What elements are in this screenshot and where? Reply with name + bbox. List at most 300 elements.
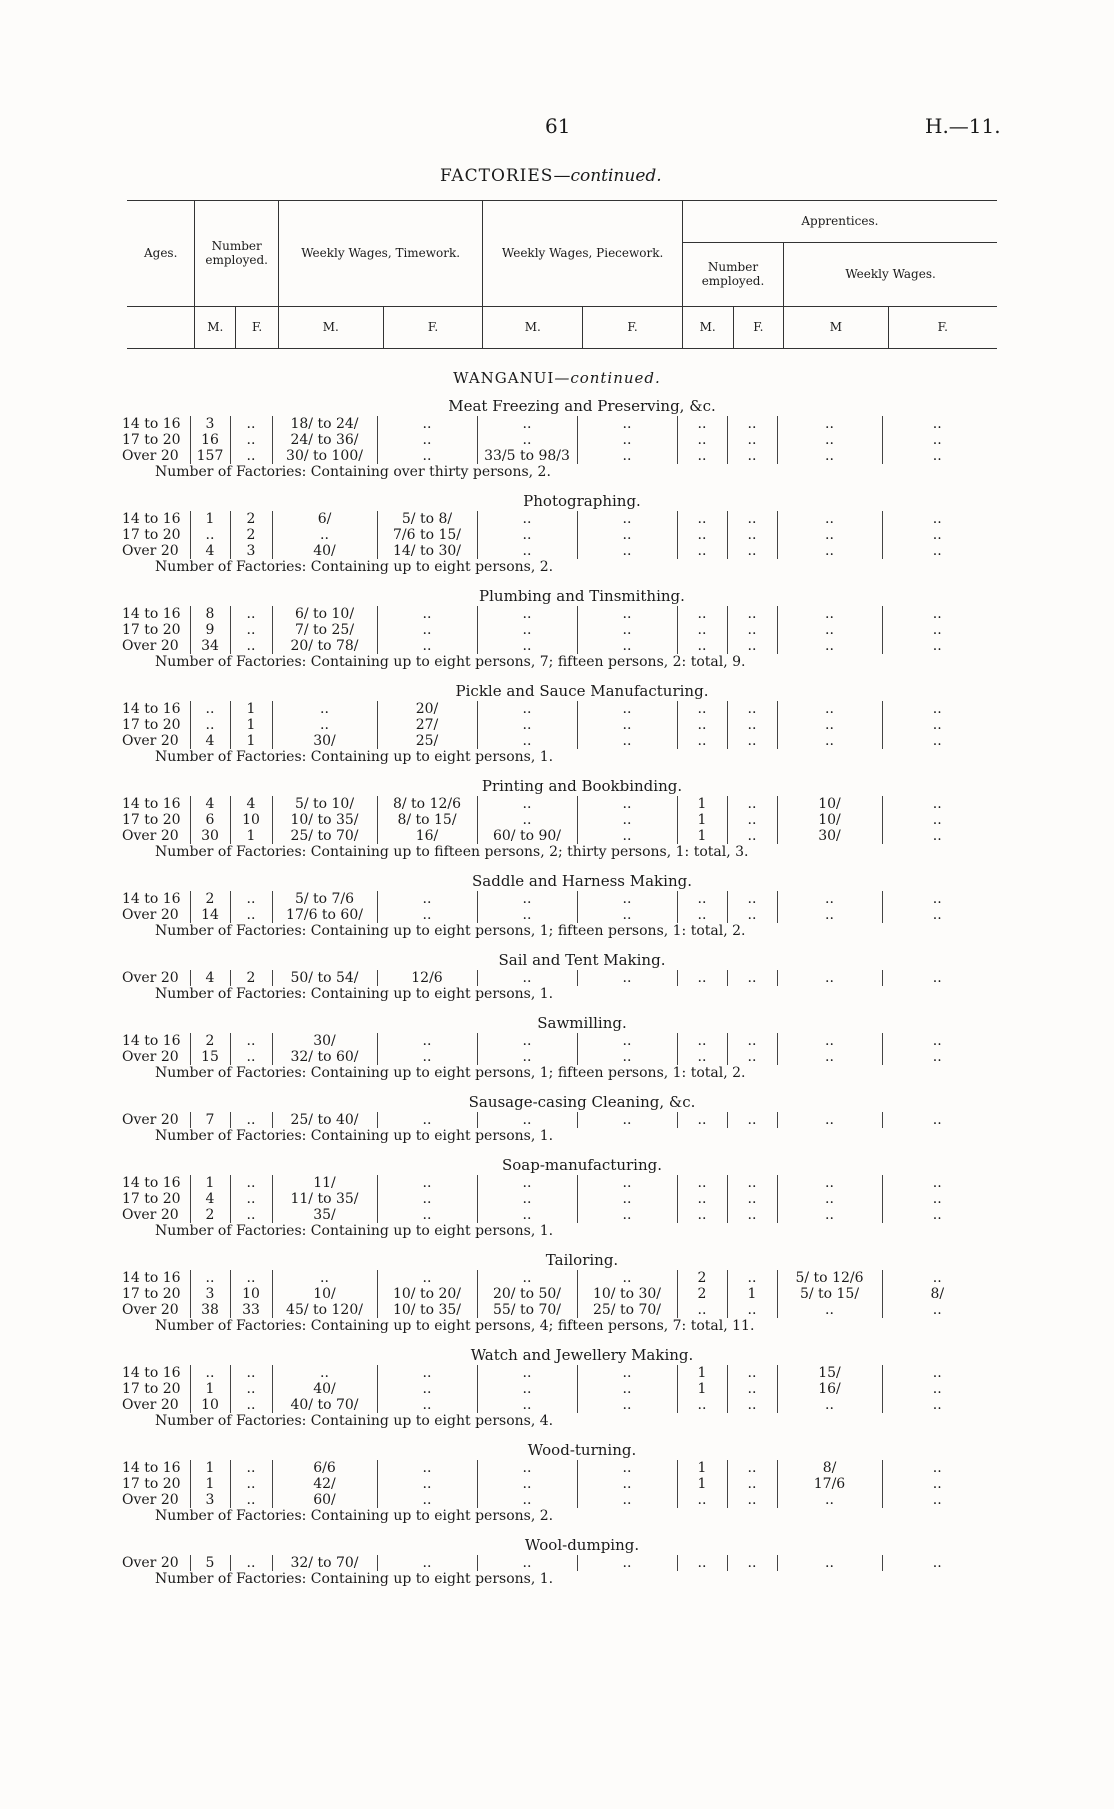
app-emp-f-cell: .. bbox=[727, 891, 777, 907]
table-row bbox=[122, 1302, 992, 1318]
app-wage-m-cell: .. bbox=[777, 416, 882, 432]
app-emp-m-cell: .. bbox=[677, 543, 727, 559]
app-emp-m-cell: .. bbox=[677, 1555, 727, 1571]
time-m-cell: 7/ to 25/ bbox=[272, 622, 377, 638]
piece-f-cell: .. bbox=[577, 796, 677, 812]
age-cell: 17 to 20 bbox=[122, 1191, 181, 1207]
piece-f-header: F. bbox=[583, 306, 683, 348]
app-emp-f-cell: .. bbox=[727, 1492, 777, 1508]
app-wage-f-cell: .. bbox=[882, 1270, 992, 1286]
time-m-cell: .. bbox=[272, 527, 377, 543]
table-row bbox=[122, 606, 992, 622]
industry-group bbox=[0, 871, 1114, 940]
age-cell: Over 20 bbox=[122, 1302, 179, 1318]
emp-m-cell: 2 bbox=[190, 1033, 230, 1049]
time-m-cell: 42/ bbox=[272, 1476, 377, 1492]
industry-group bbox=[0, 396, 1114, 481]
emp-f-cell: 2 bbox=[230, 970, 272, 986]
industry-group bbox=[0, 1013, 1114, 1082]
emp-m-cell: 34 bbox=[190, 638, 230, 654]
app-wage-m-cell: .. bbox=[777, 1397, 882, 1413]
app-emp-f-cell: .. bbox=[727, 1175, 777, 1191]
table-row bbox=[122, 1381, 992, 1397]
emp-m-cell: 9 bbox=[190, 622, 230, 638]
piece-f-cell: .. bbox=[577, 416, 677, 432]
age-cell: 17 to 20 bbox=[122, 1286, 181, 1302]
app-emp-m-cell: .. bbox=[677, 701, 727, 717]
age-cell: 14 to 16 bbox=[122, 1365, 181, 1381]
emp-m-cell: .. bbox=[190, 701, 230, 717]
table-row bbox=[122, 1191, 992, 1207]
time-f-cell: 14/ to 30/ bbox=[377, 543, 477, 559]
time-f-cell: 10/ to 20/ bbox=[377, 1286, 477, 1302]
emp-f-cell: 4 bbox=[230, 796, 272, 812]
piece-f-cell: .. bbox=[577, 1033, 677, 1049]
piece-f-cell: .. bbox=[577, 1365, 677, 1381]
piece-f-cell: .. bbox=[577, 812, 677, 828]
age-cell: Over 20 bbox=[122, 1555, 179, 1571]
piece-f-cell: .. bbox=[577, 1207, 677, 1223]
app-wage-f-cell: .. bbox=[882, 701, 992, 717]
app-emp-f-cell: .. bbox=[727, 970, 777, 986]
piece-m-cell: 55/ to 70/ bbox=[477, 1302, 577, 1318]
ages-sub-blank bbox=[127, 306, 195, 348]
emp-m-cell: 8 bbox=[190, 606, 230, 622]
table-row bbox=[122, 796, 992, 812]
factories-note: Number of Factories: Containing up to eight persons, 7; fifteen persons, 2: total, 9. bbox=[155, 654, 746, 670]
factories-note: Number of Factories: Containing up to eight persons, 1. bbox=[155, 1223, 554, 1239]
app-emp-f-cell: .. bbox=[727, 432, 777, 448]
app-emp-m-cell: .. bbox=[677, 1397, 727, 1413]
age-cell: 17 to 20 bbox=[122, 1476, 181, 1492]
app-wage-m-cell: 8/ bbox=[777, 1460, 882, 1476]
industry-table bbox=[122, 1555, 992, 1571]
emp-m-cell: 4 bbox=[190, 543, 230, 559]
app-emp-m-cell: .. bbox=[677, 622, 727, 638]
time-m-cell: .. bbox=[272, 1270, 377, 1286]
emp-f-cell: 3 bbox=[230, 543, 272, 559]
age-cell: 14 to 16 bbox=[122, 1460, 181, 1476]
app-wage-m-cell: 30/ bbox=[777, 828, 882, 844]
age-cell: 14 to 16 bbox=[122, 701, 181, 717]
app-emp-m-cell: .. bbox=[677, 527, 727, 543]
table-row bbox=[122, 717, 992, 733]
age-cell: 14 to 16 bbox=[122, 416, 181, 432]
age-cell: 14 to 16 bbox=[122, 796, 181, 812]
time-f-cell: 8/ to 15/ bbox=[377, 812, 477, 828]
app-emp-f-cell: .. bbox=[727, 1365, 777, 1381]
time-f-cell: .. bbox=[377, 638, 477, 654]
app-emp-m-cell: 1 bbox=[677, 1460, 727, 1476]
age-cell: 14 to 16 bbox=[122, 511, 181, 527]
app-wage-f-cell: .. bbox=[882, 416, 992, 432]
emp-f-cell: .. bbox=[230, 1365, 272, 1381]
piece-f-cell: .. bbox=[577, 1049, 677, 1065]
piece-m-cell: .. bbox=[477, 1175, 577, 1191]
app-emp-m-cell: .. bbox=[677, 1049, 727, 1065]
table-row bbox=[122, 511, 992, 527]
industry-table bbox=[122, 1270, 992, 1318]
app-emp-f-cell: .. bbox=[727, 606, 777, 622]
age-cell: Over 20 bbox=[122, 907, 179, 923]
piece-m-cell: .. bbox=[477, 1112, 577, 1128]
time-f-cell: .. bbox=[377, 1381, 477, 1397]
app-emp-f-cell: .. bbox=[727, 907, 777, 923]
time-f-cell: 25/ bbox=[377, 733, 477, 749]
app-emp-m-header: M. bbox=[682, 306, 733, 348]
time-f-cell: .. bbox=[377, 432, 477, 448]
app-emp-f-cell: .. bbox=[727, 733, 777, 749]
piece-m-cell: .. bbox=[477, 717, 577, 733]
time-f-cell: .. bbox=[377, 1397, 477, 1413]
app-wage-m-cell: .. bbox=[777, 1175, 882, 1191]
app-emp-f-cell: .. bbox=[727, 622, 777, 638]
emp-m-header: M. bbox=[195, 306, 236, 348]
table-row bbox=[122, 432, 992, 448]
piece-m-cell: .. bbox=[477, 1476, 577, 1492]
industry-table bbox=[122, 511, 992, 559]
app-wage-m-cell: .. bbox=[777, 543, 882, 559]
emp-f-cell: 1 bbox=[230, 733, 272, 749]
piece-f-cell: .. bbox=[577, 622, 677, 638]
emp-m-cell: 30 bbox=[190, 828, 230, 844]
time-m-cell: 17/6 to 60/ bbox=[272, 907, 377, 923]
emp-m-cell: 3 bbox=[190, 1286, 230, 1302]
app-wage-m-cell: .. bbox=[777, 511, 882, 527]
app-wage-f-cell: .. bbox=[882, 1033, 992, 1049]
app-wage-m-cell: 10/ bbox=[777, 796, 882, 812]
app-wage-m-cell: .. bbox=[777, 638, 882, 654]
time-f-cell: .. bbox=[377, 1476, 477, 1492]
age-cell: Over 20 bbox=[122, 1492, 179, 1508]
app-wage-m-cell: .. bbox=[777, 432, 882, 448]
app-emp-f-cell: .. bbox=[727, 1302, 777, 1318]
emp-m-cell: 1 bbox=[190, 1381, 230, 1397]
emp-f-cell: .. bbox=[230, 907, 272, 923]
table-row bbox=[122, 812, 992, 828]
page-code: H.—11. bbox=[925, 114, 1001, 138]
age-cell: Over 20 bbox=[122, 970, 179, 986]
table-row bbox=[122, 1207, 992, 1223]
app-emp-f-cell: .. bbox=[727, 416, 777, 432]
app-emp-f-cell: .. bbox=[727, 1049, 777, 1065]
emp-f-cell: .. bbox=[230, 1270, 272, 1286]
piece-m-cell: .. bbox=[477, 1492, 577, 1508]
emp-f-cell: .. bbox=[230, 1476, 272, 1492]
emp-m-cell: 7 bbox=[190, 1112, 230, 1128]
emp-f-cell: .. bbox=[230, 432, 272, 448]
app-emp-f-cell: .. bbox=[727, 1397, 777, 1413]
app-wage-f-cell: .. bbox=[882, 796, 992, 812]
table-row bbox=[122, 448, 992, 464]
table-row bbox=[122, 1397, 992, 1413]
app-wage-m-cell: .. bbox=[777, 1492, 882, 1508]
emp-f-cell: 2 bbox=[230, 511, 272, 527]
app-emp-m-cell: .. bbox=[677, 970, 727, 986]
industry-table bbox=[122, 1112, 992, 1128]
age-cell: 14 to 16 bbox=[122, 1033, 181, 1049]
industry-group bbox=[0, 1345, 1114, 1430]
piece-f-cell: .. bbox=[577, 1112, 677, 1128]
industry-title: Plumbing and Tinsmithing. bbox=[479, 587, 685, 605]
app-wage-m-cell: 10/ bbox=[777, 812, 882, 828]
app-wage-m-cell: .. bbox=[777, 717, 882, 733]
app-emp-m-cell: .. bbox=[677, 1112, 727, 1128]
factories-note: Number of Factories: Containing up to eight persons, 4; fifteen persons, 7: total, 11. bbox=[155, 1318, 755, 1334]
piece-m-cell: .. bbox=[477, 1033, 577, 1049]
app-wage-f-cell: .. bbox=[882, 606, 992, 622]
time-m-cell: .. bbox=[272, 1365, 377, 1381]
factories-note: Number of Factories: Containing up to eight persons, 1. bbox=[155, 986, 554, 1002]
time-f-header: F. bbox=[383, 306, 483, 348]
table-row bbox=[122, 1555, 992, 1571]
time-m-cell: 40/ bbox=[272, 1381, 377, 1397]
app-emp-m-cell: .. bbox=[677, 606, 727, 622]
time-m-cell: 32/ to 70/ bbox=[272, 1555, 377, 1571]
app-wage-m-cell: .. bbox=[777, 606, 882, 622]
industry-table bbox=[122, 891, 992, 923]
emp-f-cell: .. bbox=[230, 448, 272, 464]
piece-m-cell: 20/ to 50/ bbox=[477, 1286, 577, 1302]
time-f-cell: .. bbox=[377, 1112, 477, 1128]
time-f-cell: .. bbox=[377, 606, 477, 622]
table-row bbox=[122, 1460, 992, 1476]
industry-title: Sawmilling. bbox=[537, 1014, 627, 1032]
app-emp-f-header: F. bbox=[733, 306, 784, 348]
time-f-cell: 12/6 bbox=[377, 970, 477, 986]
app-wage-f-cell: .. bbox=[882, 970, 992, 986]
app-emp-m-cell: .. bbox=[677, 907, 727, 923]
industry-group bbox=[0, 1092, 1114, 1145]
table-row bbox=[122, 1270, 992, 1286]
app-emp-m-cell: .. bbox=[677, 1492, 727, 1508]
industry-group bbox=[0, 491, 1114, 576]
app-wage-f-cell: .. bbox=[882, 622, 992, 638]
industry-group bbox=[0, 1535, 1114, 1588]
time-m-cell: 40/ bbox=[272, 543, 377, 559]
column-header bbox=[127, 200, 997, 349]
industry-group bbox=[0, 950, 1114, 1003]
piece-m-cell: .. bbox=[477, 1381, 577, 1397]
piece-f-cell: .. bbox=[577, 448, 677, 464]
age-cell: Over 20 bbox=[122, 448, 179, 464]
piece-m-cell: .. bbox=[477, 812, 577, 828]
industry-table bbox=[122, 701, 992, 749]
time-f-cell: .. bbox=[377, 1555, 477, 1571]
app-emp-f-cell: .. bbox=[727, 448, 777, 464]
industry-title: Meat Freezing and Preserving, &c. bbox=[448, 397, 716, 415]
emp-f-cell: 1 bbox=[230, 701, 272, 717]
section-suffix: —continued. bbox=[554, 369, 661, 387]
app-wage-f-cell: .. bbox=[882, 717, 992, 733]
piece-m-cell: .. bbox=[477, 432, 577, 448]
industry-table bbox=[122, 1460, 992, 1508]
industry-title: Pickle and Sauce Manufacturing. bbox=[455, 682, 709, 700]
piece-m-cell: .. bbox=[477, 638, 577, 654]
time-m-cell: 35/ bbox=[272, 1207, 377, 1223]
apprentices-header: Apprentices. bbox=[682, 200, 997, 242]
emp-f-cell: .. bbox=[230, 1460, 272, 1476]
piece-m-cell: .. bbox=[477, 1555, 577, 1571]
piece-m-cell: .. bbox=[477, 1460, 577, 1476]
app-emp-m-cell: 1 bbox=[677, 796, 727, 812]
piece-f-cell: .. bbox=[577, 907, 677, 923]
piece-f-cell: .. bbox=[577, 1397, 677, 1413]
industry-group bbox=[0, 586, 1114, 671]
app-emp-m-cell: 2 bbox=[677, 1270, 727, 1286]
time-m-cell: 11/ bbox=[272, 1175, 377, 1191]
time-m-cell: 5/ to 7/6 bbox=[272, 891, 377, 907]
emp-m-cell: 38 bbox=[190, 1302, 230, 1318]
time-m-cell: 32/ to 60/ bbox=[272, 1049, 377, 1065]
app-wage-m-cell: 5/ to 12/6 bbox=[777, 1270, 882, 1286]
page-title-main: FACTORIES bbox=[440, 166, 554, 186]
app-wage-m-cell: .. bbox=[777, 1033, 882, 1049]
industry-group bbox=[0, 681, 1114, 766]
emp-m-cell: 2 bbox=[190, 1207, 230, 1223]
app-wage-m-cell: .. bbox=[777, 1302, 882, 1318]
app-wage-m-cell: .. bbox=[777, 891, 882, 907]
app-wage-f-cell: .. bbox=[882, 907, 992, 923]
time-f-cell: .. bbox=[377, 416, 477, 432]
age-cell: 14 to 16 bbox=[122, 1175, 181, 1191]
piece-f-cell: .. bbox=[577, 1270, 677, 1286]
industry-group bbox=[0, 1250, 1114, 1335]
industry-table bbox=[122, 1175, 992, 1223]
app-emp-m-cell: .. bbox=[677, 448, 727, 464]
app-emp-f-cell: .. bbox=[727, 543, 777, 559]
factories-note: Number of Factories: Containing up to eight persons, 1. bbox=[155, 749, 554, 765]
app-emp-f-cell: .. bbox=[727, 1555, 777, 1571]
app-wage-m-cell: .. bbox=[777, 1191, 882, 1207]
industry-group bbox=[0, 1440, 1114, 1525]
piece-m-cell: .. bbox=[477, 907, 577, 923]
age-cell: 17 to 20 bbox=[122, 717, 181, 733]
app-wage-m-cell: .. bbox=[777, 1207, 882, 1223]
app-emp-f-cell: .. bbox=[727, 1476, 777, 1492]
app-emp-m-cell: .. bbox=[677, 891, 727, 907]
time-f-cell: .. bbox=[377, 1033, 477, 1049]
app-emp-f-cell: .. bbox=[727, 527, 777, 543]
piece-m-cell: .. bbox=[477, 1397, 577, 1413]
app-wage-m-header: M bbox=[784, 306, 888, 348]
app-wage-f-cell: .. bbox=[882, 1397, 992, 1413]
app-wage-f-cell: .. bbox=[882, 543, 992, 559]
piece-f-cell: .. bbox=[577, 527, 677, 543]
app-emp-m-cell: .. bbox=[677, 717, 727, 733]
age-cell: 17 to 20 bbox=[122, 1381, 181, 1397]
section-name: WANGANUI bbox=[453, 369, 555, 387]
piece-m-header: M. bbox=[483, 306, 583, 348]
time-m-cell: 11/ to 35/ bbox=[272, 1191, 377, 1207]
piece-f-cell: .. bbox=[577, 1381, 677, 1397]
piece-m-cell: .. bbox=[477, 1049, 577, 1065]
app-emp-m-cell: .. bbox=[677, 416, 727, 432]
app-wage-f-cell: .. bbox=[882, 1175, 992, 1191]
factories-note: Number of Factories: Containing up to eight persons, 4. bbox=[155, 1413, 554, 1429]
emp-m-cell: 4 bbox=[190, 1191, 230, 1207]
emp-f-cell: .. bbox=[230, 606, 272, 622]
table-row bbox=[122, 527, 992, 543]
app-wage-f-cell: .. bbox=[882, 448, 992, 464]
emp-f-cell: .. bbox=[230, 1397, 272, 1413]
app-emp-m-cell: .. bbox=[677, 1207, 727, 1223]
factories-note: Number of Factories: Containing up to eight persons, 1; fifteen persons, 1: total, 2. bbox=[155, 923, 746, 939]
app-emp-m-cell: .. bbox=[677, 1302, 727, 1318]
emp-m-cell: 3 bbox=[190, 416, 230, 432]
app-number-employed-header: Number employed. bbox=[682, 242, 783, 306]
app-emp-m-cell: 1 bbox=[677, 812, 727, 828]
age-cell: 17 to 20 bbox=[122, 527, 181, 543]
app-wage-f-cell: .. bbox=[882, 638, 992, 654]
time-f-cell: 8/ to 12/6 bbox=[377, 796, 477, 812]
app-emp-f-cell: .. bbox=[727, 1112, 777, 1128]
piece-f-cell: .. bbox=[577, 733, 677, 749]
piece-m-cell: .. bbox=[477, 1191, 577, 1207]
app-wage-m-cell: 16/ bbox=[777, 1381, 882, 1397]
industry-table bbox=[122, 796, 992, 844]
industry-title: Wood-turning. bbox=[527, 1441, 637, 1459]
app-wage-f-cell: .. bbox=[882, 511, 992, 527]
app-emp-m-cell: 1 bbox=[677, 1476, 727, 1492]
app-wage-f-cell: .. bbox=[882, 1112, 992, 1128]
app-emp-f-cell: .. bbox=[727, 701, 777, 717]
app-emp-m-cell: 1 bbox=[677, 828, 727, 844]
piece-f-cell: .. bbox=[577, 511, 677, 527]
table-row bbox=[122, 1049, 992, 1065]
emp-m-cell: 4 bbox=[190, 796, 230, 812]
emp-m-cell: 157 bbox=[190, 448, 230, 464]
app-wage-f-cell: .. bbox=[882, 1460, 992, 1476]
app-wage-f-cell: .. bbox=[882, 733, 992, 749]
emp-m-cell: .. bbox=[190, 1270, 230, 1286]
table-row bbox=[122, 970, 992, 986]
app-emp-f-cell: .. bbox=[727, 1270, 777, 1286]
piece-f-cell: .. bbox=[577, 970, 677, 986]
age-cell: Over 20 bbox=[122, 1049, 179, 1065]
piece-f-cell: .. bbox=[577, 543, 677, 559]
emp-f-cell: .. bbox=[230, 638, 272, 654]
piece-f-cell: .. bbox=[577, 1175, 677, 1191]
piece-m-cell: .. bbox=[477, 527, 577, 543]
age-cell: Over 20 bbox=[122, 828, 179, 844]
table-row bbox=[122, 733, 992, 749]
time-m-header: M. bbox=[278, 306, 383, 348]
emp-m-cell: 15 bbox=[190, 1049, 230, 1065]
table-row bbox=[122, 907, 992, 923]
app-emp-m-cell: .. bbox=[677, 511, 727, 527]
app-wage-f-cell: .. bbox=[882, 1191, 992, 1207]
time-f-cell: .. bbox=[377, 1207, 477, 1223]
piece-f-cell: .. bbox=[577, 1476, 677, 1492]
industry-group bbox=[0, 776, 1114, 861]
time-m-cell: 18/ to 24/ bbox=[272, 416, 377, 432]
section-heading bbox=[0, 369, 1114, 387]
time-f-cell: 5/ to 8/ bbox=[377, 511, 477, 527]
time-m-cell: 50/ to 54/ bbox=[272, 970, 377, 986]
age-cell: Over 20 bbox=[122, 638, 179, 654]
app-wage-m-cell: 17/6 bbox=[777, 1476, 882, 1492]
time-m-cell: .. bbox=[272, 717, 377, 733]
app-emp-f-cell: .. bbox=[727, 511, 777, 527]
emp-m-cell: 1 bbox=[190, 1476, 230, 1492]
app-emp-m-cell: .. bbox=[677, 432, 727, 448]
emp-m-cell: 4 bbox=[190, 970, 230, 986]
industry-groups bbox=[0, 396, 1114, 1588]
emp-f-cell: .. bbox=[230, 1555, 272, 1571]
piece-f-cell: .. bbox=[577, 891, 677, 907]
app-wage-f-cell: .. bbox=[882, 828, 992, 844]
